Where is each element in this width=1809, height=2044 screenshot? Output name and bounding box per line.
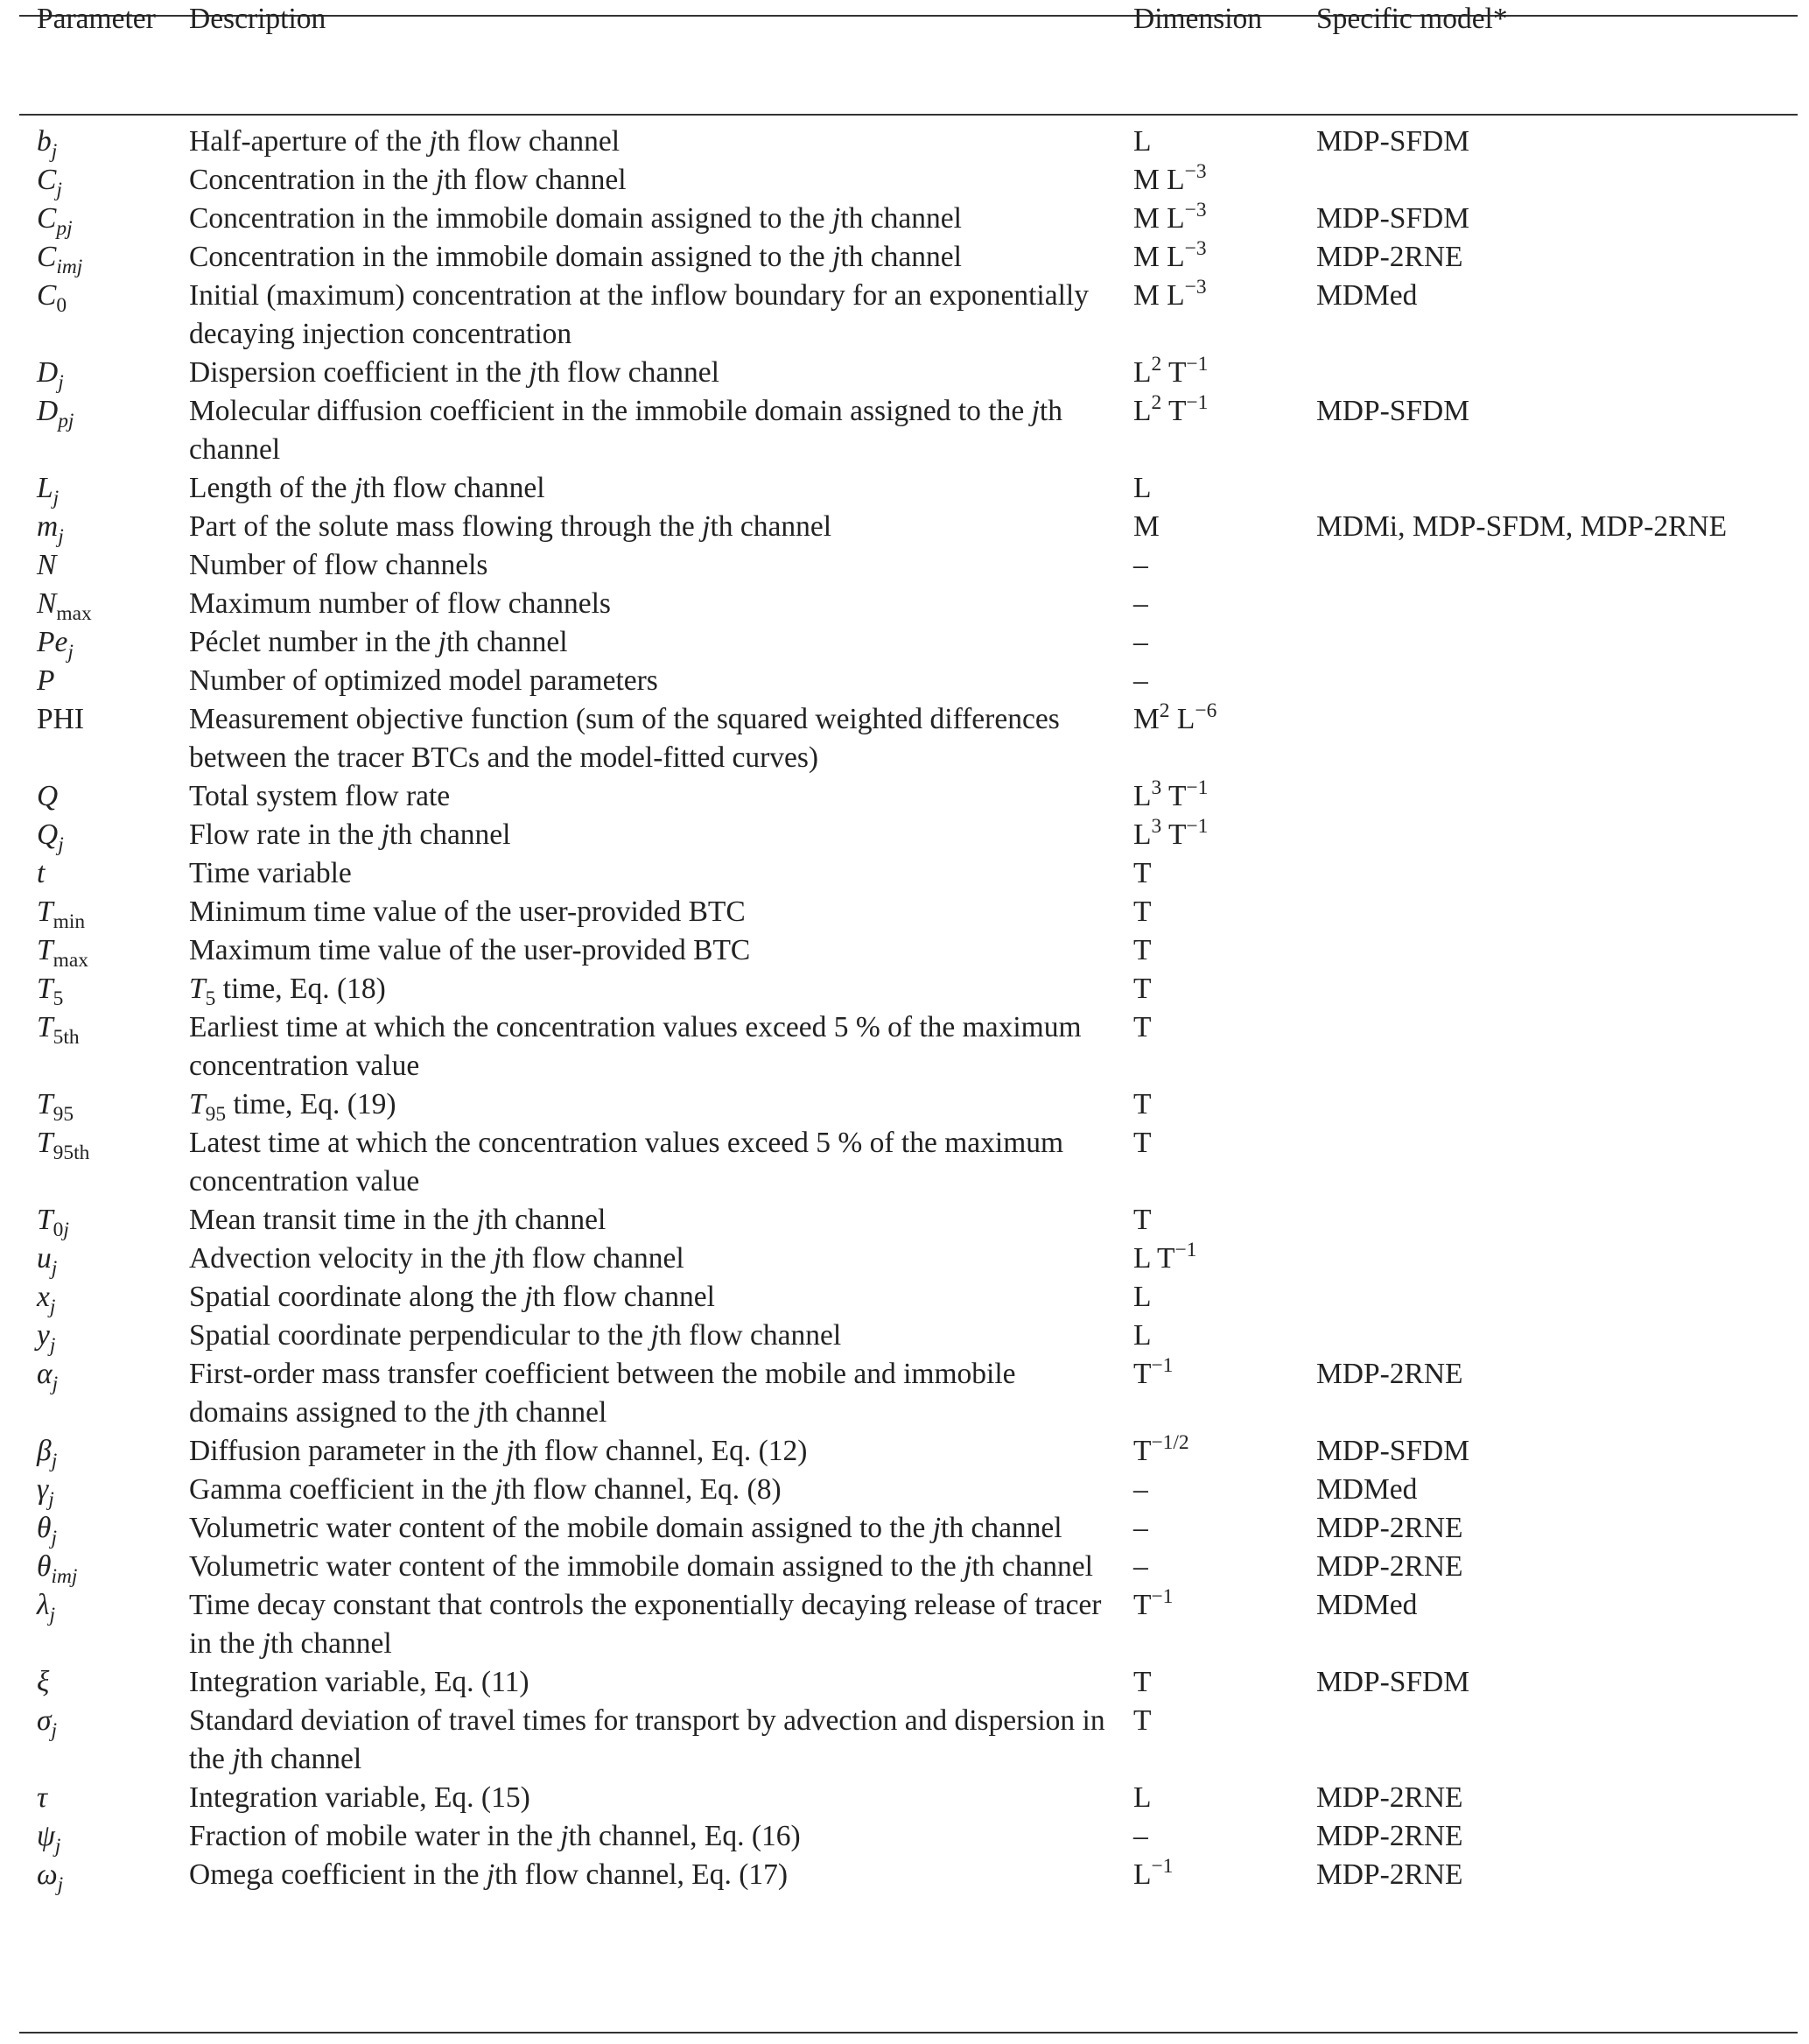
specific-model-cell xyxy=(1316,1008,1798,1085)
description-cell: Advection velocity in the jth flow channel xyxy=(189,1242,684,1275)
parameter-cell: $m_j$ xyxy=(37,510,64,549)
specific-model-cell: MDP-2RNE xyxy=(1316,241,1463,273)
dimension-cell: $L^2$ $T^{-1}$ xyxy=(1133,391,1209,427)
description-cell: Minimum time value of the user-provided BTC xyxy=(189,896,746,928)
dimension-cell: T xyxy=(1133,973,1152,1005)
dimension-cell: T xyxy=(1133,934,1152,966)
specific-model-cell xyxy=(1316,1317,1798,1355)
parameter-cell: $\gamma_j$ xyxy=(37,1473,54,1512)
table-row xyxy=(19,161,1798,200)
description-cell: Initial (maximum) concentration at the inflow boundary for an exponentially decaying injection concentration xyxy=(189,279,1089,350)
description-cell: Integration variable, Eq. (15) xyxy=(189,1781,530,1814)
table-row xyxy=(19,1586,1798,1663)
description-cell: Part of the solute mass flowing through the jth channel xyxy=(189,510,832,543)
specific-model-cell xyxy=(1316,931,1798,970)
description-cell: Diffusion parameter in the jth flow channel, Eq. (12) xyxy=(189,1435,808,1467)
specific-model-cell: MDP-2RNE xyxy=(1316,1781,1463,1814)
parameter-cell: $C_0$ xyxy=(37,279,67,318)
description-cell: Omega coefficient in the jth flow channel, Eq. (17) xyxy=(189,1858,789,1891)
table-row xyxy=(19,469,1798,508)
dimension-cell: M $L^{-3}$ xyxy=(1133,276,1207,312)
parameter-cell: $\psi_j$ xyxy=(37,1820,61,1858)
specific-model-cell xyxy=(1316,777,1798,816)
specific-model-cell: MDMed xyxy=(1316,1473,1418,1506)
description-cell: Mean transit time in the jth channel xyxy=(189,1204,607,1236)
dimension-cell: T xyxy=(1133,1011,1152,1043)
table-row xyxy=(19,700,1798,777)
table-row xyxy=(19,1355,1798,1432)
dimension-cell: L xyxy=(1133,1281,1152,1313)
parameter-cell: $T_{95th}$ xyxy=(37,1127,90,1165)
specific-model-cell xyxy=(1316,1278,1798,1317)
table-row xyxy=(19,1124,1798,1201)
parameter-cell: $T_{0j}$ xyxy=(37,1204,69,1242)
parameter-cell: $\lambda_j$ xyxy=(37,1589,56,1627)
table-row xyxy=(19,816,1798,854)
header-specific-model: Specific model* xyxy=(1316,3,1508,35)
parameter-cell: N xyxy=(37,549,57,581)
parameter-cell: $\beta_j$ xyxy=(37,1435,58,1473)
specific-model-cell xyxy=(1316,161,1798,200)
description-cell: Molecular diffusion coefficient in the immobile domain assigned to the jth channel xyxy=(189,395,1062,466)
table-row xyxy=(19,1085,1798,1124)
parameter-cell: $N_{max}$ xyxy=(37,587,92,626)
table-row xyxy=(19,1240,1798,1278)
table-row xyxy=(19,354,1798,392)
description-cell: Number of flow channels xyxy=(189,549,488,581)
header-dimension: Dimension xyxy=(1133,3,1263,35)
description-cell: $T_{95}$ time, Eq. (19) xyxy=(189,1088,396,1127)
dimension-cell: – xyxy=(1133,1512,1148,1544)
specific-model-cell xyxy=(1316,854,1798,893)
table-row xyxy=(19,1817,1798,1856)
description-cell: Integration variable, Eq. (11) xyxy=(189,1666,529,1698)
description-cell: Length of the jth flow channel xyxy=(189,472,545,504)
specific-model-cell: MDP-SFDM xyxy=(1316,125,1470,158)
dimension-cell: L xyxy=(1133,1319,1152,1352)
table-row xyxy=(19,508,1798,546)
description-cell: Spatial coordinate perpendicular to the jth flow channel xyxy=(189,1319,842,1352)
description-cell: Volumetric water content of the mobile domain assigned to the jth channel xyxy=(189,1512,1062,1544)
description-cell: Spatial coordinate along the jth flow channel xyxy=(189,1281,715,1313)
specific-model-cell: MDMed xyxy=(1316,279,1418,312)
dimension-cell: T xyxy=(1133,1204,1152,1236)
table-row xyxy=(19,662,1798,700)
description-cell: Maximum time value of the user-provided BTC xyxy=(189,934,751,966)
parameter-table xyxy=(19,0,1798,1897)
table-row xyxy=(19,1008,1798,1085)
specific-model-cell xyxy=(1316,1201,1798,1240)
parameter-cell: $x_j$ xyxy=(37,1281,56,1319)
parameter-cell: $T_{min}$ xyxy=(37,896,86,934)
specific-model-cell: MDMi, MDP-SFDM, MDP-2RNE xyxy=(1316,510,1728,543)
parameter-cell: $D_j$ xyxy=(37,356,64,395)
description-cell: Time variable xyxy=(189,857,352,889)
description-cell: Dispersion coefficient in the jth flow channel xyxy=(189,356,719,389)
dimension-cell: L $T^{-1}$ xyxy=(1133,1239,1197,1275)
parameter-cell: $Q_j$ xyxy=(37,818,64,857)
dimension-cell: $T^{-1}$ xyxy=(1133,1354,1174,1390)
description-cell: Total system flow rate xyxy=(189,780,451,812)
table-row xyxy=(19,1702,1798,1779)
parameter-cell: $y_j$ xyxy=(37,1319,56,1358)
table-row xyxy=(19,854,1798,893)
specific-model-cell: MDP-2RNE xyxy=(1316,1512,1463,1544)
parameter-cell: $\theta_{imj}$ xyxy=(37,1550,78,1589)
specific-model-cell xyxy=(1316,1240,1798,1278)
dimension-cell: – xyxy=(1133,1473,1148,1506)
table-row xyxy=(19,1471,1798,1509)
specific-model-cell: MDP-SFDM xyxy=(1316,1666,1470,1698)
dimension-cell: $T^{-1}$ xyxy=(1133,1585,1174,1621)
parameter-cell: $\alpha_j$ xyxy=(37,1358,59,1396)
parameter-cell: Q xyxy=(37,780,59,812)
dimension-cell: L xyxy=(1133,472,1152,504)
dimension-cell: – xyxy=(1133,664,1148,697)
table-row xyxy=(19,1548,1798,1586)
parameter-cell: t xyxy=(37,857,46,889)
table-row xyxy=(19,1317,1798,1355)
dimension-cell: M $L^{-3}$ xyxy=(1133,160,1207,196)
specific-model-cell xyxy=(1316,893,1798,931)
specific-model-cell xyxy=(1316,700,1798,777)
table-row xyxy=(19,238,1798,277)
specific-model-cell: MDMed xyxy=(1316,1589,1418,1621)
description-cell: Péclet number in the jth channel xyxy=(189,626,568,658)
table-row xyxy=(19,1278,1798,1317)
parameter-cell: PHI xyxy=(37,703,84,735)
parameter-cell: $C_j$ xyxy=(37,164,62,202)
description-cell: Concentration in the immobile domain assigned to the jth channel xyxy=(189,241,962,273)
parameter-cell: $\sigma_j$ xyxy=(37,1704,58,1743)
table-row xyxy=(19,200,1798,238)
header-description: Description xyxy=(189,3,326,35)
specific-model-cell xyxy=(1316,354,1798,392)
parameter-cell: $T_{95}$ xyxy=(37,1088,74,1127)
parameter-cell: $C_{pj}$ xyxy=(37,202,73,241)
table-row xyxy=(19,970,1798,1008)
description-cell: Volumetric water content of the immobile domain assigned to the jth channel xyxy=(189,1550,1093,1583)
specific-model-cell xyxy=(1316,623,1798,662)
dimension-cell: $L^3$ $T^{-1}$ xyxy=(1133,815,1209,851)
specific-model-cell xyxy=(1316,1124,1798,1201)
dimension-cell: – xyxy=(1133,626,1148,658)
parameter-cell: $T_5$ xyxy=(37,973,64,1011)
dimension-cell: T xyxy=(1133,1704,1152,1737)
specific-model-cell: MDP-SFDM xyxy=(1316,1435,1470,1467)
description-cell: Standard deviation of travel times for transport by advection and dispersion in the jth channel xyxy=(189,1704,1105,1775)
description-cell: Concentration in the jth flow channel xyxy=(189,164,627,196)
dimension-cell: L xyxy=(1133,125,1152,158)
specific-model-cell xyxy=(1316,970,1798,1008)
description-cell: Number of optimized model parameters xyxy=(189,664,658,697)
dimension-cell: $L^2$ $T^{-1}$ xyxy=(1133,353,1209,389)
dimension-cell: $T^{-1/2}$ xyxy=(1133,1431,1189,1467)
table-row xyxy=(19,623,1798,662)
description-cell: Flow rate in the jth channel xyxy=(189,818,511,851)
specific-model-cell: MDP-2RNE xyxy=(1316,1820,1463,1852)
specific-model-cell: MDP-2RNE xyxy=(1316,1550,1463,1583)
specific-model-cell xyxy=(1316,662,1798,700)
dimension-cell: M $L^{-3}$ xyxy=(1133,237,1207,273)
parameter-cell: $Pe_j$ xyxy=(37,626,74,664)
specific-model-cell xyxy=(1316,1702,1798,1779)
specific-model-cell xyxy=(1316,1085,1798,1124)
table-row xyxy=(19,931,1798,970)
table-row xyxy=(19,1856,1798,1894)
specific-model-cell xyxy=(1316,546,1798,585)
dimension-cell: T xyxy=(1133,1666,1152,1698)
parameter-cell: $\omega_j$ xyxy=(37,1858,64,1897)
specific-model-cell xyxy=(1316,469,1798,508)
parameter-cell: $T_{5th}$ xyxy=(37,1011,80,1050)
specific-model-cell: MDP-2RNE xyxy=(1316,1358,1463,1390)
specific-model-cell xyxy=(1316,816,1798,854)
description-cell: Fraction of mobile water in the jth channel, Eq. (16) xyxy=(189,1820,801,1852)
dimension-cell: – xyxy=(1133,587,1148,620)
dimension-cell: M xyxy=(1133,510,1160,543)
parameter-cell: ξ xyxy=(37,1666,50,1698)
specific-model-cell xyxy=(1316,585,1798,623)
parameter-cell: τ xyxy=(37,1781,47,1814)
description-cell: Time decay constant that controls the exponentially decaying release of tracer in the jth channel xyxy=(189,1589,1102,1660)
description-cell: Half-aperture of the jth flow channel xyxy=(189,125,621,158)
table-row xyxy=(19,392,1798,469)
table-row xyxy=(19,1509,1798,1548)
specific-model-cell: MDP-SFDM xyxy=(1316,202,1470,235)
parameter-cell: $L_j$ xyxy=(37,472,60,510)
dimension-cell: T xyxy=(1133,1127,1152,1159)
table-row xyxy=(19,1779,1798,1817)
table-row xyxy=(19,1663,1798,1702)
table-row xyxy=(19,546,1798,585)
description-cell: Maximum number of flow channels xyxy=(189,587,611,620)
table-row xyxy=(19,777,1798,816)
specific-model-cell: MDP-2RNE xyxy=(1316,1858,1463,1891)
table-row xyxy=(19,277,1798,354)
dimension-cell: T xyxy=(1133,896,1152,928)
description-cell: Concentration in the immobile domain assigned to the jth channel xyxy=(189,202,962,235)
table-row xyxy=(19,893,1798,931)
table-body xyxy=(19,114,1798,1897)
dimension-cell: – xyxy=(1133,549,1148,581)
description-cell: $T_5$ time, Eq. (18) xyxy=(189,973,386,1011)
description-cell: First-order mass transfer coefficient between the mobile and immobile domains assigned to the jth channel xyxy=(189,1358,1016,1429)
table-row xyxy=(19,1432,1798,1471)
parameter-cell: $T_{max}$ xyxy=(37,934,88,973)
specific-model-cell: MDP-SFDM xyxy=(1316,395,1470,427)
dimension-cell: – xyxy=(1133,1550,1148,1583)
description-cell: Gamma coefficient in the jth flow channel, Eq. (8) xyxy=(189,1473,782,1506)
parameter-cell: $b_j$ xyxy=(37,125,58,164)
dimension-cell: T xyxy=(1133,857,1152,889)
description-cell: Measurement objective function (sum of the squared weighted differences between the tracer BTCs and the model-fitted curves) xyxy=(189,703,1060,774)
parameter-cell: $D_{pj}$ xyxy=(37,395,74,433)
table-header-row xyxy=(19,0,1798,114)
description-cell: Latest time at which the concentration values exceed 5 % of the maximum concentration value xyxy=(189,1127,1064,1198)
dimension-cell: – xyxy=(1133,1820,1148,1852)
dimension-cell: $L^{-1}$ xyxy=(1133,1855,1174,1891)
parameter-cell: P xyxy=(37,664,55,697)
table-row xyxy=(19,585,1798,623)
bottom-rule xyxy=(19,2032,1798,2033)
dimension-cell: $L^3$ $T^{-1}$ xyxy=(1133,776,1209,812)
table-row xyxy=(19,1201,1798,1240)
parameter-cell: $u_j$ xyxy=(37,1242,58,1281)
dimension-cell: M $L^{-3}$ xyxy=(1133,199,1207,235)
description-cell: Earliest time at which the concentration values exceed 5 % of the maximum concentration value xyxy=(189,1011,1082,1082)
dimension-cell: T xyxy=(1133,1088,1152,1120)
dimension-cell: L xyxy=(1133,1781,1152,1814)
parameter-cell: $\theta_j$ xyxy=(37,1512,57,1550)
table-row xyxy=(19,114,1798,161)
parameter-cell: $C_{imj}$ xyxy=(37,241,83,279)
header-parameter: Parameter xyxy=(37,3,156,35)
dimension-cell: $M^2$ $L^{-6}$ xyxy=(1133,699,1217,735)
